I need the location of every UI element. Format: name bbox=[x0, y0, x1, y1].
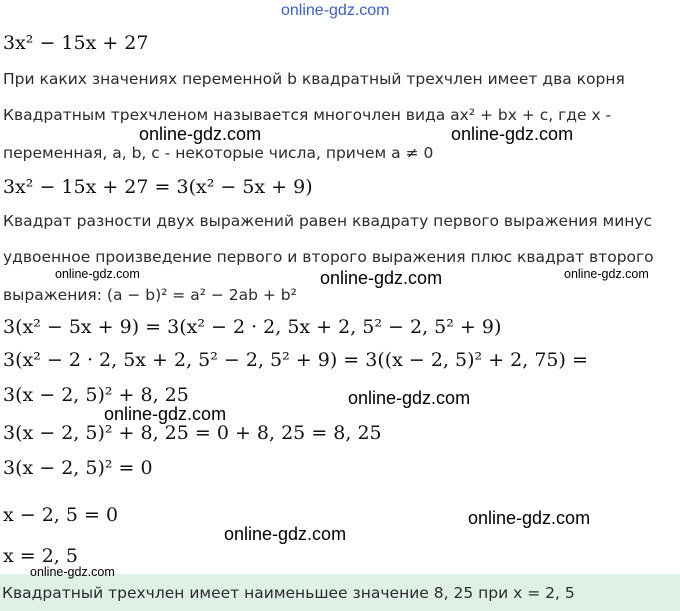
watermark-top: online-gdz.com bbox=[281, 2, 390, 19]
definition-text-continued: переменная, a, b, c - некоторые числа, причем a ≠ 0 bbox=[3, 144, 434, 162]
answer-banner bbox=[0, 574, 680, 611]
factored-expression: 3x² − 15x + 27 = 3(x² − 5x + 9) bbox=[3, 176, 313, 198]
equation-line: x = 2, 5 bbox=[3, 545, 78, 567]
equation-line: 3(x² − 2 · 2, 5x + 2, 5² − 2, 5² + 9) = 3((x − 2, 5)² + 2, 75) = bbox=[3, 349, 588, 371]
watermark: online-gdz.com bbox=[468, 508, 591, 528]
rule-text-continued: удвоенное произведение первого и второго выражения плюс квадрат второго bbox=[3, 248, 654, 266]
watermark: online-gdz.com bbox=[348, 388, 471, 408]
rule-text: Квадрат разности двух выражений равен квадрату первого выражения минус bbox=[3, 212, 653, 230]
equation-line: x − 2, 5 = 0 bbox=[3, 504, 119, 526]
watermark: online-gdz.com bbox=[564, 267, 649, 281]
expression-line: 3x² − 15x + 27 bbox=[3, 32, 149, 54]
watermark: online-gdz.com bbox=[30, 565, 115, 579]
equation-line: 3(x² − 5x + 9) = 3(x² − 2 · 2, 5x + 2, 5² − 2, 5² + 9) bbox=[3, 316, 502, 338]
watermark: online-gdz.com bbox=[451, 124, 574, 144]
definition-text: Квадратным трехчленом называется многочлен вида ax² + bx + c, где x - bbox=[3, 106, 612, 124]
equation-line: 3(x − 2, 5)² + 8, 25 bbox=[3, 384, 189, 406]
equation-line: 3(x − 2, 5)² + 8, 25 = 0 + 8, 25 = 8, 25 bbox=[3, 422, 382, 444]
question-text: При каких значениях переменной b квадратный трехчлен имеет два корня bbox=[3, 70, 625, 88]
equation-line: 3(x − 2, 5)² = 0 bbox=[3, 457, 153, 479]
answer-text: Квадратный трехчлен имеет наименьшее значение 8, 25 при x = 2, 5 bbox=[2, 584, 575, 602]
watermark: online-gdz.com bbox=[320, 268, 443, 288]
watermark: online-gdz.com bbox=[139, 124, 262, 144]
rule-formula: выражения: (a − b)² = a² − 2ab + b² bbox=[3, 286, 297, 304]
watermark: online-gdz.com bbox=[55, 267, 140, 281]
watermark: online-gdz.com bbox=[224, 524, 347, 544]
watermark: online-gdz.com bbox=[104, 404, 227, 424]
